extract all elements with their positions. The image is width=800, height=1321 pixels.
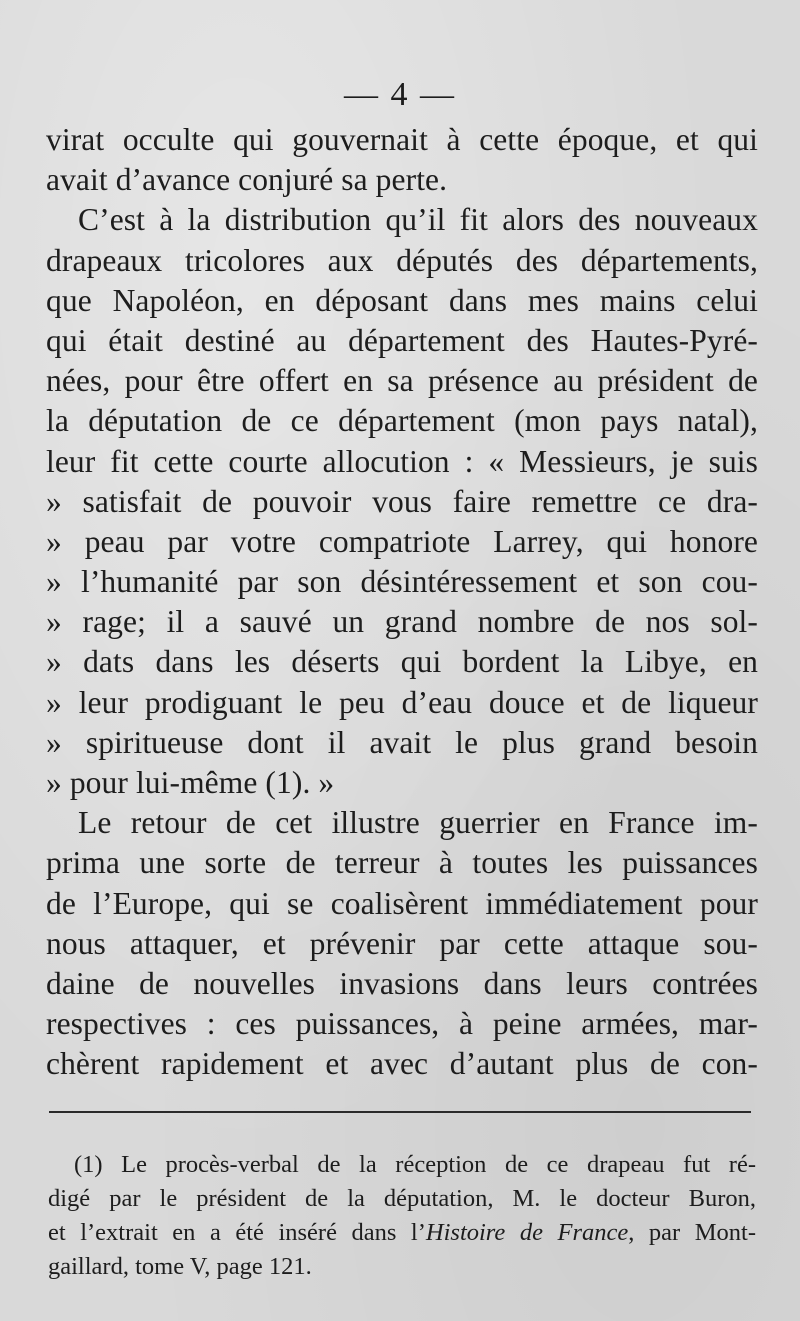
text-line: qui était destiné au département des Hautes-Pyré- bbox=[46, 322, 758, 358]
text-line: Le retour de cet illustre guerrier en France im- bbox=[78, 805, 758, 841]
text-line: » rage; il a sauvé un grand nombre de nos sol- bbox=[46, 604, 758, 640]
footnote-line: gaillard, tome V, page 121. bbox=[48, 1253, 312, 1280]
text-line: chèrent rapidement et avec d’autant plus de con- bbox=[46, 1046, 758, 1082]
footnote-text: , par Mont- bbox=[628, 1219, 756, 1246]
text-line: » satisfait de pouvoir vous faire remettre ce dra- bbox=[46, 483, 758, 519]
book-title: Histoire de France bbox=[425, 1219, 629, 1246]
footnote-divider bbox=[49, 1111, 751, 1113]
text-line: leur fit cette courte allocution : « Messieurs, je suis bbox=[46, 443, 758, 479]
text-line: » l’humanité par son désintéressement et son cou- bbox=[46, 564, 758, 600]
body-text bbox=[46, 120, 758, 1085]
text-line: la députation de ce département (mon pays natal), bbox=[46, 403, 758, 439]
text-line: nées, pour être offert en sa présence au président de bbox=[46, 363, 758, 399]
footnote bbox=[48, 1148, 756, 1284]
text-line: » spiritueuse dont il avait le plus grand besoin bbox=[46, 724, 758, 760]
text-line: avait d’avance conjuré sa perte. bbox=[46, 162, 448, 198]
text-line: » peau par votre compatriote Larrey, qui honore bbox=[46, 523, 758, 559]
text-line: respectives : ces puissances, à peine armées, mar- bbox=[46, 1006, 758, 1042]
text-line: de l’Europe, qui se coalisèrent immédiatement pour bbox=[46, 885, 758, 921]
page-number: — 4 — bbox=[344, 76, 456, 113]
text-line: » dats dans les déserts qui bordent la Libye, en bbox=[46, 644, 758, 680]
text-line: nous attaquer, et prévenir par cette attaque sou- bbox=[46, 925, 758, 961]
text-line: » pour lui-même (1). » bbox=[46, 765, 335, 800]
text-line: C’est à la distribution qu’il fit alors des nouveaux bbox=[78, 202, 758, 238]
text-line: drapeaux tricolores aux députés des départements, bbox=[46, 242, 758, 278]
text-line: daine de nouvelles invasions dans leurs contrées bbox=[46, 965, 758, 1001]
footnote-line bbox=[48, 1216, 756, 1250]
footnote-text: et l’extrait en a été inséré dans l’ bbox=[48, 1219, 426, 1246]
footnote-line: (1) Le procès-verbal de la réception de ce drapeau fut ré- bbox=[74, 1151, 756, 1178]
footnote-line: digé par le président de la députation, M. le docteur Buron, bbox=[48, 1185, 756, 1212]
text-line: prima une sorte de terreur à toutes les puissances bbox=[46, 845, 758, 881]
text-line: » leur prodiguant le peu d’eau douce et de liqueur bbox=[46, 684, 758, 720]
text-line: virat occulte qui gouvernait à cette époque, et qui bbox=[46, 122, 758, 157]
text-line: que Napoléon, en déposant dans mes mains celui bbox=[46, 282, 758, 318]
